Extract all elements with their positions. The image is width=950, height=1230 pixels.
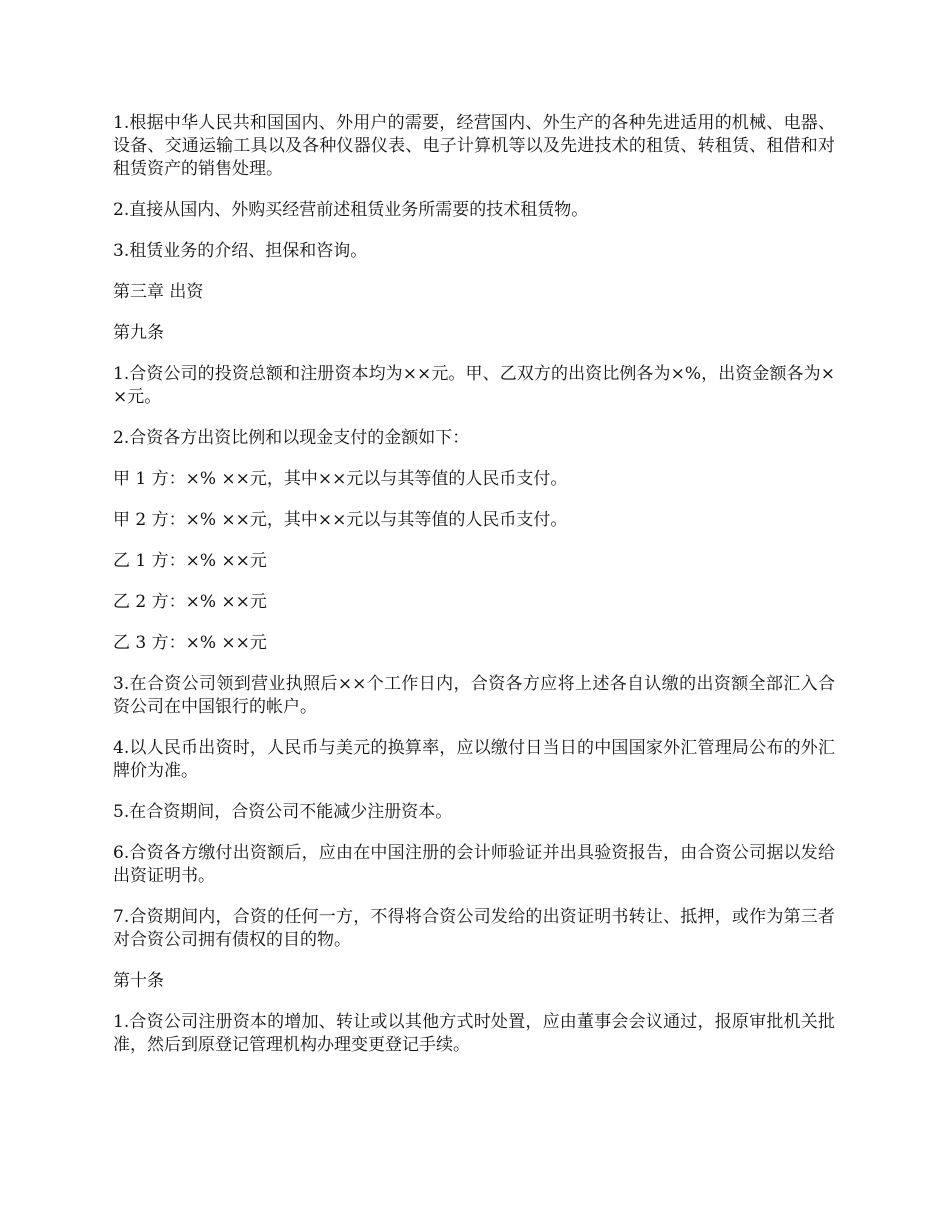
paragraph-article9-3: 3.在合资公司领到营业执照后××个工作日内，合资各方应将上述各自认缴的出资额全部汇入合资公司在中国银行的帐户。 xyxy=(113,674,835,717)
paragraph-article9-4: 4.以人民币出资时，人民币与美元的换算率，应以缴付日当日的中国国家外汇管理局公布的外汇牌价为准。 xyxy=(113,738,835,781)
contribution-party-b2: 乙 2 方：×% ××元 xyxy=(113,592,267,612)
article-heading-10: 第十条 xyxy=(113,971,164,991)
paragraph-article9-1: 1.合资公司的投资总额和注册资本均为××元。甲、乙双方的出资比例各为×%，出资金额各为××元。 xyxy=(113,364,835,407)
paragraph-business-scope-1: 1.根据中华人民共和国国内、外用户的需要，经营国内、外生产的各种先进适用的机械、电器、设备、交通运输工具以及各种仪器仪表、电子计算机等以及先进技术的租赁、转租赁、租借和对租赁资产的销售处理。 xyxy=(113,113,835,179)
paragraph-article9-5: 5.在合资期间，合资公司不能减少注册资本。 xyxy=(113,802,453,822)
article-heading-9: 第九条 xyxy=(113,323,164,343)
contribution-party-a2: 甲 2 方：×% ××元，其中××元以与其等值的人民币支付。 xyxy=(113,510,568,530)
paragraph-article9-7: 7.合资期间内，合资的任何一方，不得将合资公司发给的出资证明书转让、抵押，或作为第三者对合资公司拥有债权的目的物。 xyxy=(113,907,835,950)
contribution-party-a1: 甲 1 方：×% ××元，其中××元以与其等值的人民币支付。 xyxy=(113,469,568,489)
paragraph-business-scope-2: 2.直接从国内、外购买经营前述租赁业务所需要的技术租赁物。 xyxy=(113,200,589,220)
paragraph-article9-6: 6.合资各方缴付出资额后，应由在中国注册的会计师验证并出具验资报告，由合资公司据以发给出资证明书。 xyxy=(113,843,835,886)
paragraph-business-scope-3: 3.租赁业务的介绍、担保和咨询。 xyxy=(113,241,368,261)
contribution-party-b1: 乙 1 方：×% ××元 xyxy=(113,551,267,571)
paragraph-article9-2: 2.合资各方出资比例和以现金支付的金额如下： xyxy=(113,428,470,448)
chapter-heading: 第三章 出资 xyxy=(113,282,204,302)
paragraph-article10-1: 1.合资公司注册资本的增加、转让或以其他方式时处置，应由董事会会议通过，报原审批机关批准，然后到原登记管理机构办理变更登记手续。 xyxy=(113,1012,835,1055)
contribution-party-b3: 乙 3 方：×% ××元 xyxy=(113,633,267,653)
document-body xyxy=(113,112,835,1075)
